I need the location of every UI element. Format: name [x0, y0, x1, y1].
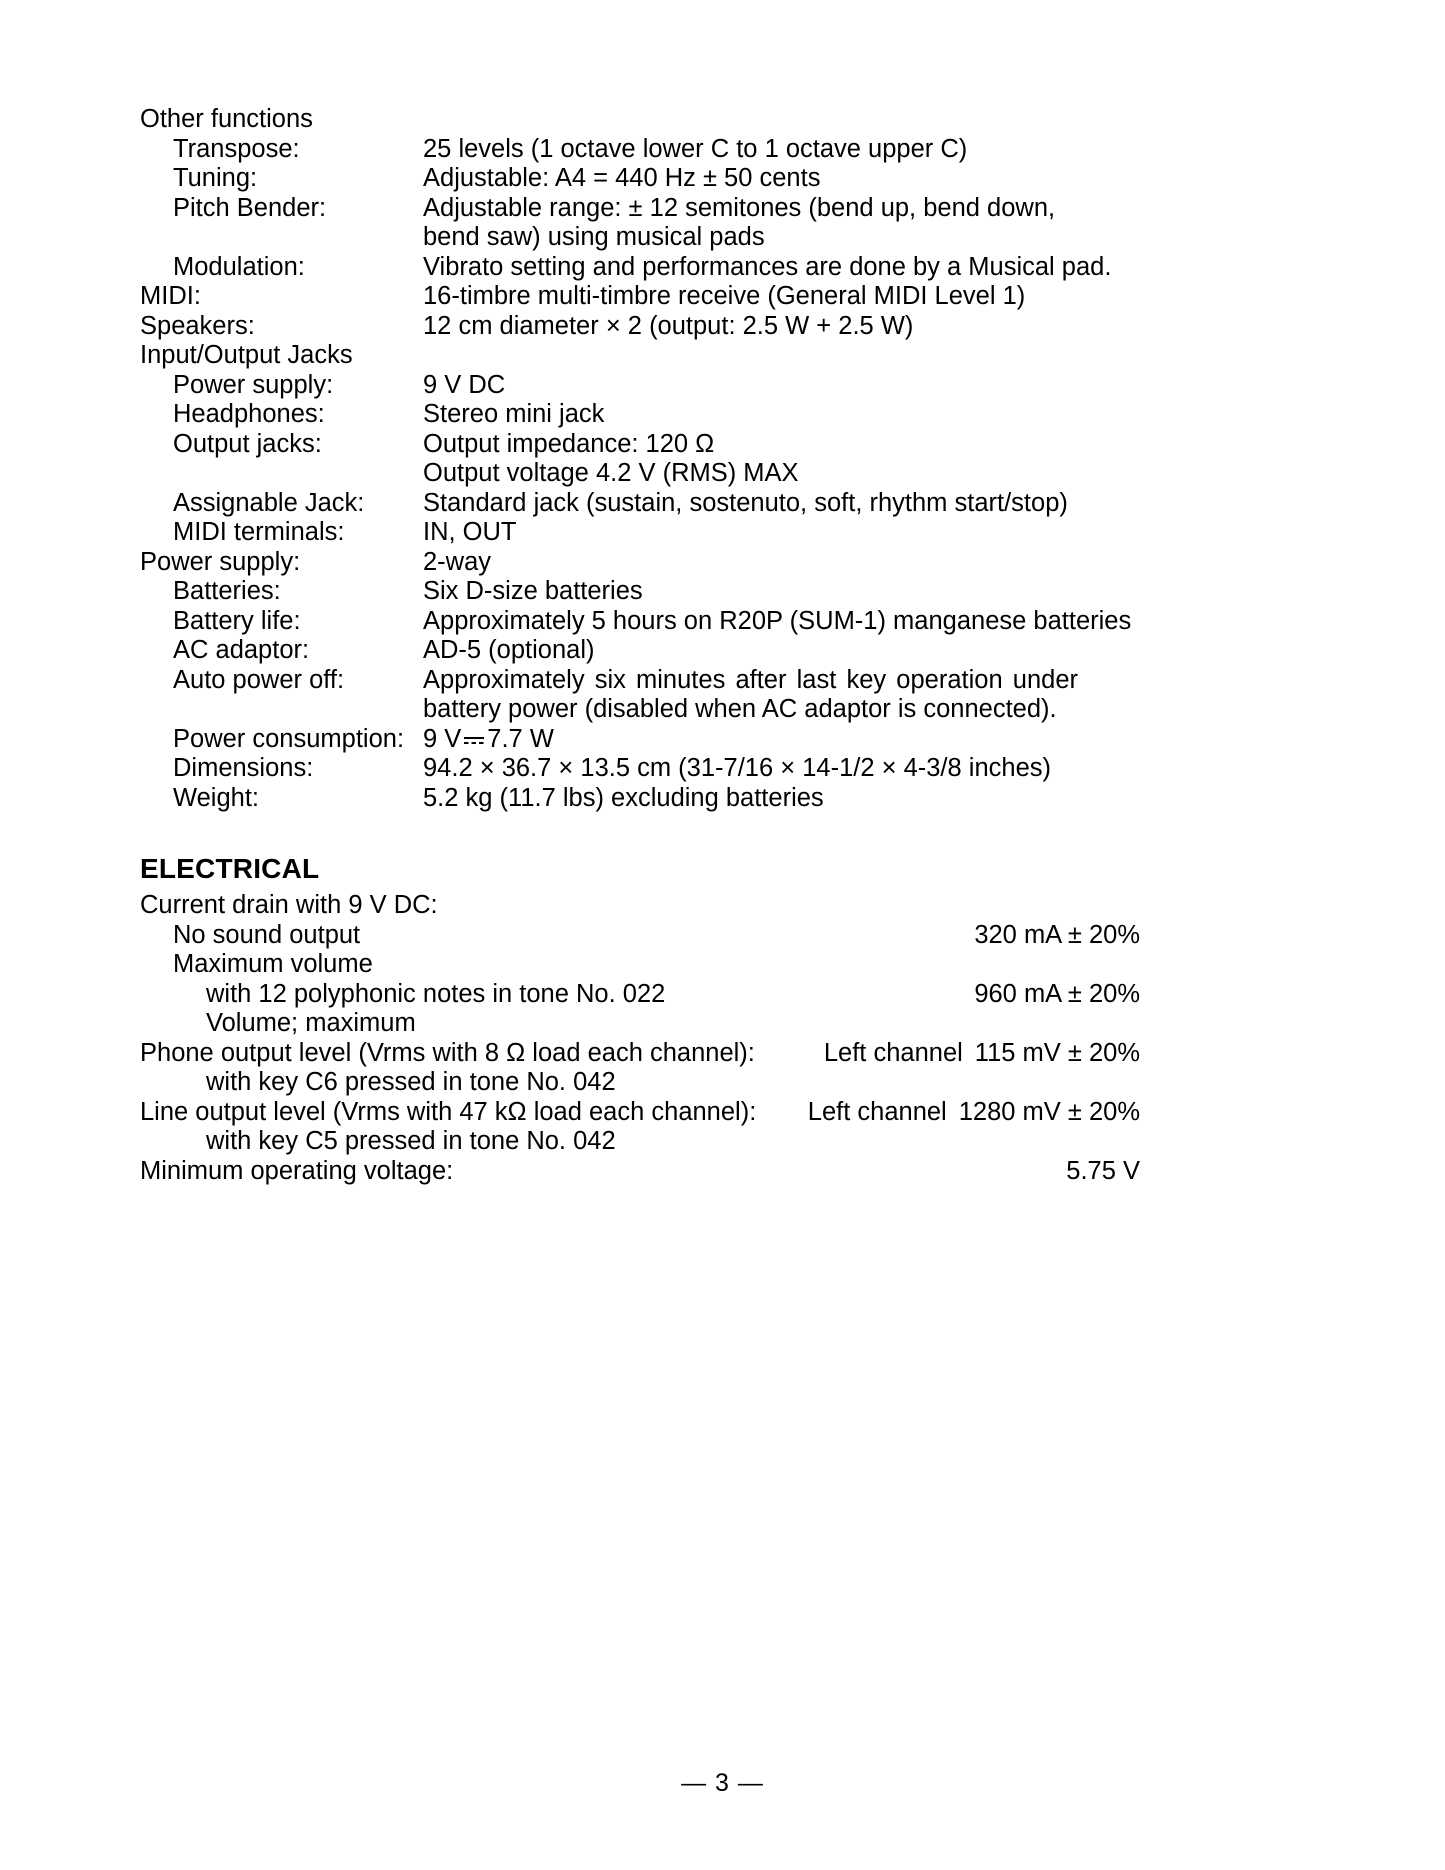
spec-row — [140, 194, 1305, 253]
spec-row — [140, 607, 1305, 637]
spec-value: Standard jack (sustain, sostenuto, soft, rhythm start/stop) — [423, 488, 1068, 517]
page-number-footer: — 3 — — [681, 1769, 764, 1797]
spec-row — [140, 489, 1305, 519]
electrical-value: 960 mA ± 20% — [974, 979, 1140, 1008]
electrical-list — [140, 891, 1140, 1186]
electrical-description: Phone output level (Vrms with 8 Ω load each channel): — [140, 1038, 755, 1067]
spec-label: Assignable Jack: — [173, 488, 365, 517]
dc-current-icon — [463, 732, 485, 748]
spec-label: Batteries: — [173, 577, 281, 605]
spec-value: Adjustable: A4 = 440 Hz ± 50 cents — [423, 164, 821, 192]
spec-row — [140, 784, 1305, 814]
electrical-row — [140, 1098, 1140, 1128]
electrical-description: Current drain with 9 V DC: — [140, 891, 438, 919]
electrical-row — [140, 980, 1140, 1010]
spec-row — [140, 725, 1305, 755]
spec-label: Power supply: — [140, 547, 301, 576]
spec-value: 9 V DC — [423, 370, 506, 399]
spec-value — [423, 725, 1305, 755]
spec-label: AC adaptor: — [173, 636, 310, 664]
spec-row — [140, 430, 1305, 460]
spec-value: 25 levels (1 octave lower C to 1 octave upper C) — [423, 134, 968, 163]
electrical-section-heading: ELECTRICAL — [140, 853, 320, 884]
spec-row — [140, 282, 1305, 312]
electrical-value: 320 mA ± 20% — [974, 920, 1140, 949]
spec-value-continuation: Output voltage 4.2 V (RMS) MAX — [423, 459, 799, 487]
spec-row — [140, 577, 1305, 607]
spec-value: Six D-size batteries — [423, 577, 643, 605]
spec-label: Transpose: — [173, 134, 300, 163]
electrical-description: with key C5 pressed in tone No. 042 — [206, 1127, 616, 1155]
spec-value-suffix: 7.7 W — [487, 724, 554, 753]
electrical-description: Volume; maximum — [206, 1009, 416, 1037]
electrical-value: 1280 mV ± 20% — [958, 1097, 1140, 1126]
spec-label: MIDI: — [140, 282, 201, 310]
spec-row — [140, 666, 1305, 725]
spec-row — [140, 754, 1305, 784]
spec-row — [140, 164, 1305, 194]
electrical-channel-label: Left channel — [823, 1038, 963, 1067]
electrical-row — [140, 1157, 1140, 1187]
spec-row — [140, 518, 1305, 548]
spec-row — [140, 371, 1305, 401]
electrical-value: 115 mV ± 20% — [974, 1038, 1140, 1067]
spec-value: Output impedance: 120 Ω — [423, 429, 715, 458]
spec-value: 5.2 kg (11.7 lbs) excluding batteries — [423, 783, 824, 812]
electrical-description: with key C6 pressed in tone No. 042 — [206, 1068, 616, 1096]
spec-label: Power supply: — [173, 370, 334, 399]
electrical-row — [140, 921, 1140, 951]
electrical-description: Maximum volume — [173, 950, 373, 978]
spec-label: Power consumption: — [173, 724, 405, 753]
spec-value: 2-way — [423, 547, 492, 576]
spec-label: MIDI terminals: — [173, 518, 345, 546]
electrical-description: Minimum operating voltage: — [140, 1156, 454, 1185]
electrical-row — [140, 950, 1140, 980]
spec-label: Pitch Bender: — [173, 193, 327, 222]
spec-label: Battery life: — [173, 606, 301, 635]
spec-row — [140, 312, 1305, 342]
spec-value: Approximately 5 hours on R20P (SUM-1) manganese batteries — [423, 606, 1132, 635]
spec-label: Input/Output Jacks — [140, 341, 353, 369]
spec-value: IN, OUT — [423, 518, 517, 546]
electrical-channel-label: Left channel — [807, 1097, 947, 1126]
spec-row — [140, 636, 1305, 666]
spec-label: Tuning: — [173, 164, 258, 192]
spec-label: Modulation: — [173, 252, 305, 281]
electrical-value: 5.75 V — [1066, 1156, 1140, 1185]
spec-value: 12 cm diameter × 2 (output: 2.5 W + 2.5 W) — [423, 311, 914, 340]
spec-row — [140, 341, 1305, 371]
spec-value: Stereo mini jack — [423, 400, 605, 428]
electrical-description: with 12 polyphonic notes in tone No. 022 — [206, 979, 666, 1008]
electrical-row — [140, 1127, 1140, 1157]
spec-value: AD-5 (optional) — [423, 636, 595, 664]
specifications-list — [140, 105, 1305, 813]
spec-label: Weight: — [173, 783, 259, 812]
spec-value: 16-timbre multi-timbre receive (General MIDI Level 1) — [423, 282, 1026, 310]
spec-value: Adjustable range: ± 12 semitones (bend up, bend down, bend saw) using musical pads — [423, 193, 1056, 251]
spec-label: Other functions — [140, 105, 313, 133]
spec-row — [140, 548, 1305, 578]
spec-label: Output jacks: — [173, 429, 322, 458]
spec-row — [140, 135, 1305, 165]
electrical-row — [140, 1068, 1140, 1098]
spec-value: Vibrato setting and performances are done by a Musical pad. — [423, 252, 1112, 281]
spec-label: Speakers: — [140, 311, 255, 340]
spec-value: 94.2 × 36.7 × 13.5 cm (31-7/16 × 14-1/2 × 4-3/8 inches) — [423, 754, 1051, 782]
electrical-description: Line output level (Vrms with 47 kΩ load each channel): — [140, 1097, 757, 1126]
spec-label: Auto power off: — [173, 665, 345, 694]
spec-row — [140, 253, 1305, 283]
electrical-row — [140, 1039, 1140, 1069]
electrical-row — [140, 891, 1140, 921]
spec-value: Approximately six minutes after last key operation under battery power (disabled when AC adaptor is connected). — [423, 665, 1078, 723]
electrical-description: No sound output — [173, 920, 361, 949]
spec-value-prefix: 9 V — [423, 724, 462, 753]
spec-row — [140, 400, 1305, 430]
electrical-row — [140, 1009, 1140, 1039]
spec-row — [140, 105, 1305, 135]
spec-label: Headphones: — [173, 400, 325, 428]
spec-label: Dimensions: — [173, 754, 314, 782]
